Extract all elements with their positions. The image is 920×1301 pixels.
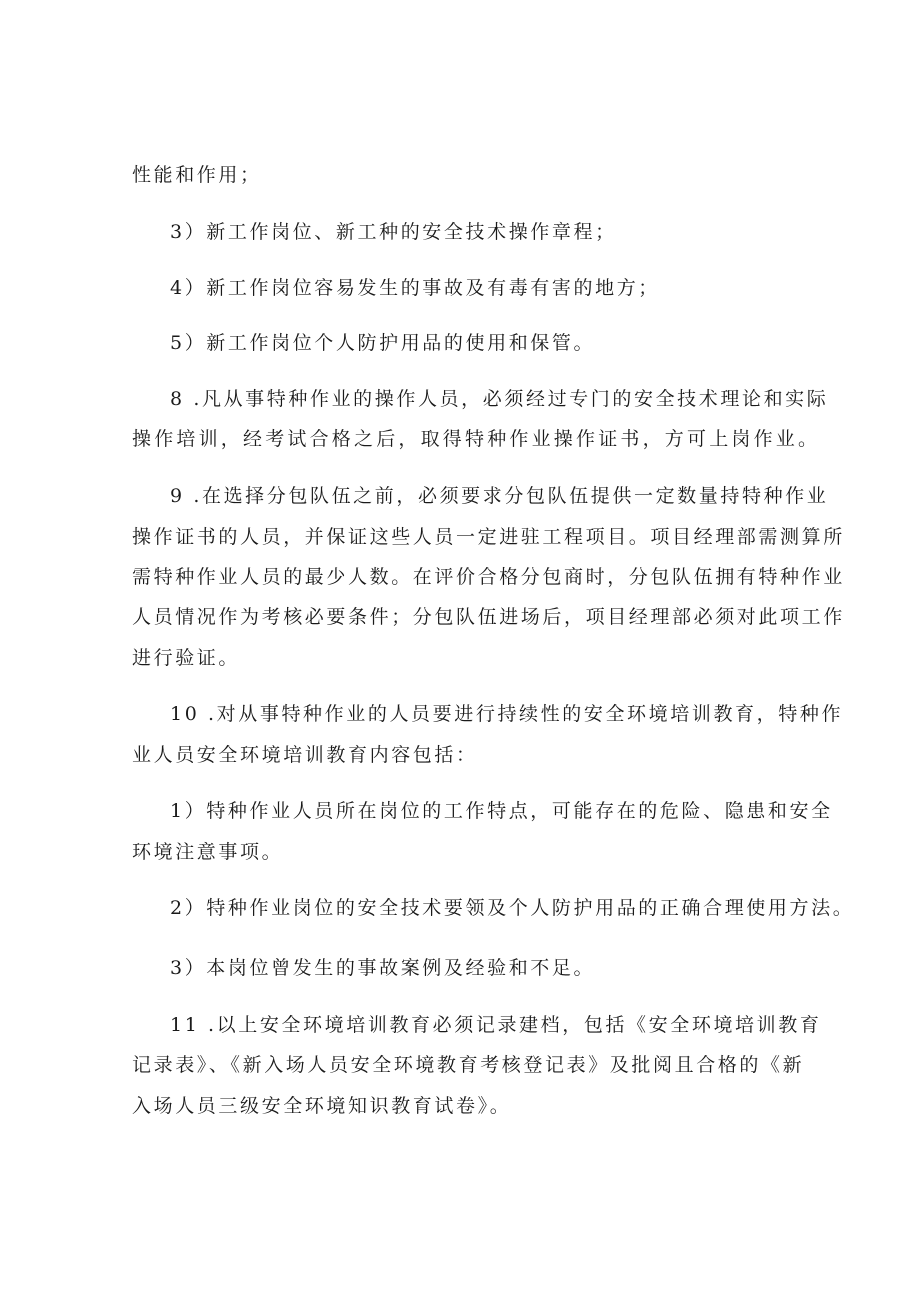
paragraph-line: 9 .在选择分包队伍之前，必须要求分包队伍提供一定数量持特种作业	[170, 485, 829, 507]
paragraph-line: 操作培训，经考试合格之后，取得特种作业操作证书，方可上岗作业。	[132, 428, 821, 450]
paragraph-line: 操作证书的人员，并保证这些人员一定进驻工程项目。项目经理部需测算所	[132, 526, 845, 548]
paragraph-line: 记录表》、《新入场人员安全环境教育考核登记表》及批阅且合格的《新	[132, 1054, 805, 1076]
paragraph-line: 需特种作业人员的最少人数。在评价合格分包商时，分包队伍拥有特种作业	[132, 566, 845, 588]
paragraph-line: 进行验证。	[132, 647, 241, 669]
list-item: 3）本岗位曾发生的事故案例及经验和不足。	[170, 957, 596, 979]
paragraph-line: 业人员安全环境培训教育内容包括：	[132, 744, 478, 766]
list-item: 1）特种作业人员所在岗位的工作特点，可能存在的危险、隐患和安全	[170, 800, 833, 822]
list-item: 5）新工作岗位个人防护用品的使用和保管。	[170, 332, 596, 354]
list-item: 3）新工作岗位、新工种的安全技术操作章程；	[170, 221, 617, 243]
list-item: 2）特种作业岗位的安全技术要领及个人防护用品的正确合理使用方法。	[170, 897, 855, 919]
paragraph-line: 入场人员三级安全环境知识教育试卷》。	[132, 1095, 512, 1117]
paragraph-line: 10 .对从事特种作业的人员要进行持续性的安全环境培训教育，特种作	[170, 703, 844, 725]
paragraph-line: 人员情况作为考核必要条件；分包队伍进场后，项目经理部必须对此项工作	[132, 606, 845, 628]
paragraph-line: 8 .凡从事特种作业的操作人员，必须经过专门的安全技术理论和实际	[170, 388, 829, 410]
list-item: 环境注意事项。	[132, 841, 284, 863]
text-line: 性能和作用；	[132, 164, 262, 186]
list-item: 4）新工作岗位容易发生的事故及有毒有害的地方；	[170, 277, 660, 299]
paragraph-line: 11 .以上安全环境培训教育必须记录建档，包括《安全环境培训教育	[170, 1014, 822, 1036]
